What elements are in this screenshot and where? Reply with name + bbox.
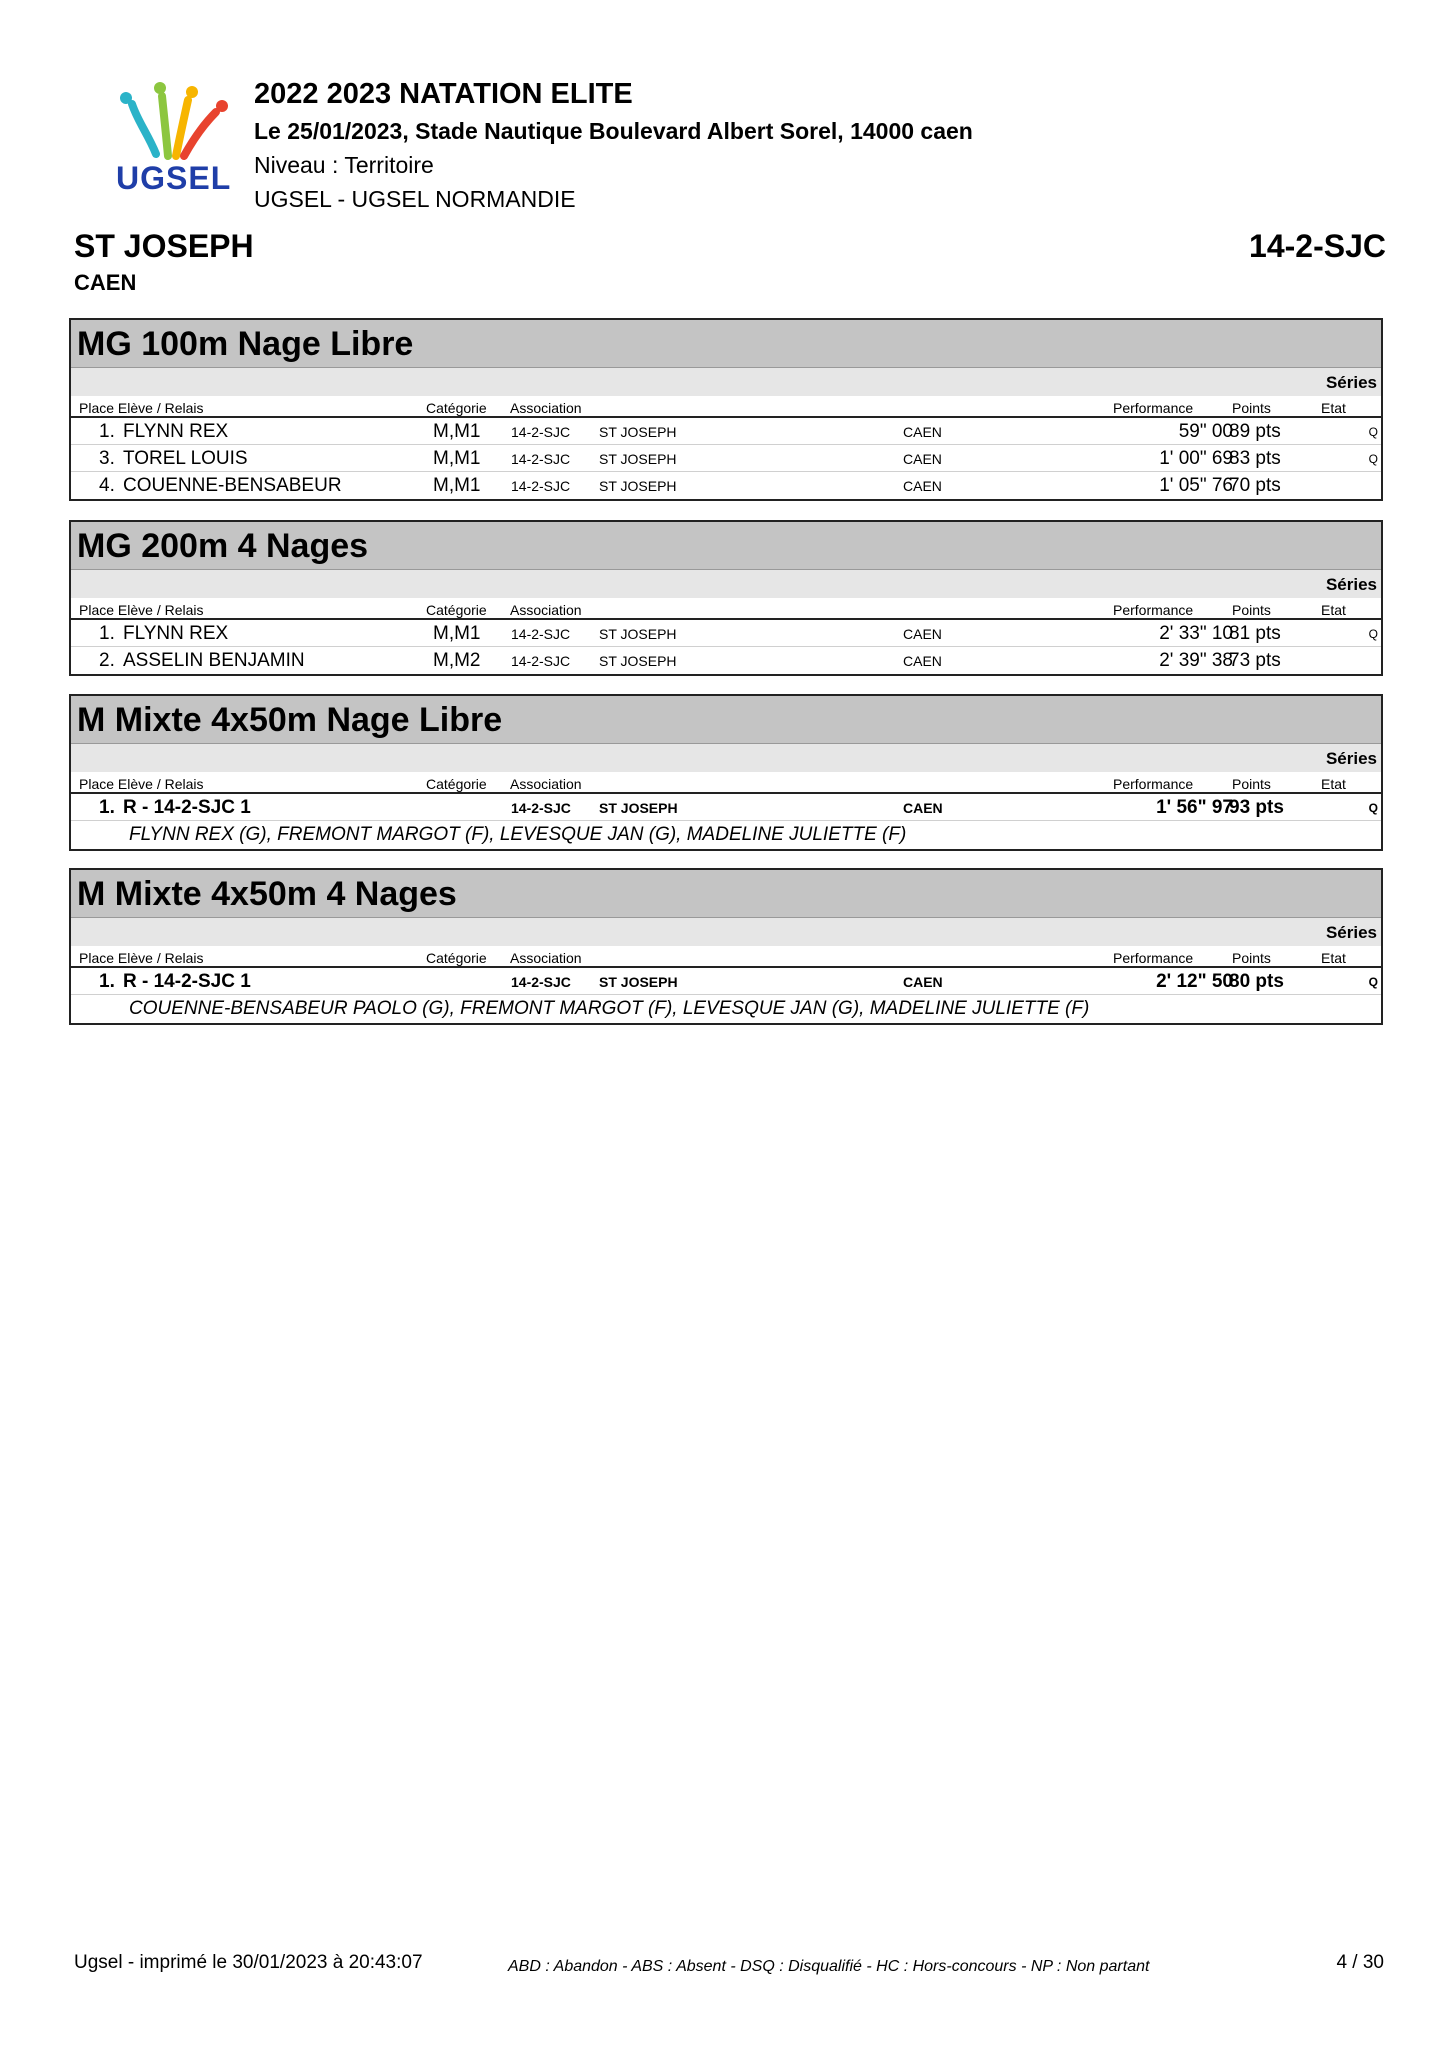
event-section — [69, 318, 1383, 501]
document-header — [104, 74, 1404, 214]
points: 89 pts — [1229, 421, 1281, 442]
col-performance: Performance — [1113, 400, 1194, 416]
column-headers — [71, 598, 1381, 620]
performance: 1' 05" 76 — [1159, 475, 1233, 496]
place: 1. — [99, 971, 115, 992]
points: 70 pts — [1229, 475, 1281, 496]
association: ST JOSEPH — [599, 653, 677, 669]
col-categorie: Catégorie — [426, 602, 487, 618]
col-association: Association — [510, 950, 582, 966]
place: 4. — [99, 475, 115, 496]
col-etat: Etat — [1321, 950, 1346, 966]
city: CAEN — [903, 424, 942, 440]
ugsel-logo-text: UGSEL — [116, 160, 232, 196]
col-points: Points — [1232, 950, 1271, 966]
city: CAEN — [903, 974, 943, 990]
association: ST JOSEPH — [599, 800, 678, 816]
col-place: Place Elève / Relais — [79, 776, 204, 792]
swimmer-name: ASSELIN BENJAMIN — [123, 650, 305, 671]
place: 1. — [99, 421, 115, 442]
relay-members-text: FLYNN REX (G), FREMONT MARGOT (F), LEVESQUE JAN (G), MADELINE JULIETTE (F) — [129, 824, 907, 845]
col-performance: Performance — [1113, 602, 1194, 618]
col-place: Place Elève / Relais — [79, 950, 204, 966]
col-etat: Etat — [1321, 400, 1346, 416]
swimmer-name: TOREL LOUIS — [123, 448, 248, 469]
event-title: MG 100m Nage Libre — [71, 320, 1381, 368]
series-label: Séries — [71, 570, 1381, 598]
swimmer-name: COUENNE-BENSABEUR — [123, 475, 342, 496]
city: CAEN — [903, 478, 942, 494]
ugsel-logo — [104, 74, 246, 214]
series-label: Séries — [71, 744, 1381, 772]
col-etat: Etat — [1321, 602, 1346, 618]
col-association: Association — [510, 602, 582, 618]
swimmer-name: FLYNN REX — [123, 421, 229, 442]
category: M,M2 — [433, 650, 481, 671]
series-label: Séries — [71, 368, 1381, 396]
relay-members — [71, 821, 1381, 849]
col-categorie: Catégorie — [426, 400, 487, 416]
competition-title: 2022 2023 NATATION ELITE — [254, 78, 633, 110]
relay-members — [71, 995, 1381, 1023]
col-points: Points — [1232, 400, 1271, 416]
performance: 2' 12" 50 — [1156, 971, 1233, 992]
col-performance: Performance — [1113, 950, 1194, 966]
points: 81 pts — [1229, 623, 1281, 644]
result-row — [71, 445, 1381, 472]
relay-members-text: COUENNE-BENSABEUR PAOLO (G), FREMONT MARGOT (F), LEVESQUE JAN (G), MADELINE JULIETTE (F) — [129, 998, 1090, 1019]
points: 93 pts — [1229, 797, 1284, 818]
club-code: 14-2-SJC — [511, 626, 571, 642]
swimmer-name: FLYNN REX — [123, 623, 229, 644]
competition-organizer: UGSEL - UGSEL NORMANDIE — [254, 186, 576, 212]
club-code: 14-2-SJC — [511, 653, 571, 669]
association: ST JOSEPH — [599, 451, 677, 467]
etat: Q — [1368, 801, 1378, 815]
series-label: Séries — [71, 918, 1381, 946]
col-place: Place Elève / Relais — [79, 602, 204, 618]
column-headers — [71, 396, 1381, 418]
performance: 1' 56" 97 — [1156, 797, 1233, 818]
association: ST JOSEPH — [599, 974, 678, 990]
col-etat: Etat — [1321, 776, 1346, 792]
city: CAEN — [903, 653, 942, 669]
category: M,M1 — [433, 623, 481, 644]
performance: 2' 33" 10 — [1159, 623, 1233, 644]
col-categorie: Catégorie — [426, 950, 487, 966]
points: 80 pts — [1229, 971, 1284, 992]
place: 3. — [99, 448, 115, 469]
column-headers — [71, 772, 1381, 794]
col-categorie: Catégorie — [426, 776, 487, 792]
association: ST JOSEPH — [599, 478, 677, 494]
club-code: 14-2-SJC — [511, 424, 571, 440]
place: 2. — [99, 650, 115, 671]
etat: Q — [1368, 425, 1378, 439]
col-association: Association — [510, 776, 582, 792]
event-info — [254, 74, 973, 216]
print-timestamp: Ugsel - imprimé le 30/01/2023 à 20:43:07 — [74, 1952, 423, 1973]
event-title: M Mixte 4x50m Nage Libre — [71, 696, 1381, 744]
col-association: Association — [510, 400, 582, 416]
club-code: 14-2-SJC — [511, 451, 571, 467]
club-city: CAEN — [74, 270, 137, 295]
club-name: ST JOSEPH — [74, 228, 254, 264]
page-number: 4 / 30 — [1336, 1952, 1384, 1973]
association: ST JOSEPH — [599, 424, 677, 440]
relay-name: R - 14-2-SJC 1 — [123, 797, 251, 818]
relay-row — [71, 794, 1381, 821]
result-row — [71, 472, 1381, 499]
competition-level: Niveau : Territoire — [254, 152, 434, 178]
club-code: 14-2-SJC — [511, 478, 571, 494]
result-row — [71, 647, 1381, 674]
relay-row — [71, 968, 1381, 995]
ugsel-logo-figures-icon — [104, 74, 246, 164]
col-points: Points — [1232, 776, 1271, 792]
etat: Q — [1368, 627, 1378, 641]
place: 1. — [99, 623, 115, 644]
col-performance: Performance — [1113, 776, 1194, 792]
event-title: M Mixte 4x50m 4 Nages — [71, 870, 1381, 918]
result-row — [71, 418, 1381, 445]
club-code: 14-2-SJC — [511, 974, 571, 990]
category: M,M1 — [433, 421, 481, 442]
club-code: 14-2-SJC — [511, 800, 571, 816]
performance: 59" 00 — [1178, 421, 1233, 442]
points: 83 pts — [1229, 448, 1281, 469]
points: 73 pts — [1229, 650, 1281, 671]
event-section — [69, 868, 1383, 1025]
result-row — [71, 620, 1381, 647]
competition-date-location: Le 25/01/2023, Stade Nautique Boulevard Albert Sorel, 14000 caen — [254, 118, 973, 144]
status-legend: ABD : Abandon - ABS : Absent - DSQ : Disqualifié - HC : Hors-concours - NP : Non partant — [508, 1958, 1150, 1975]
city: CAEN — [903, 626, 942, 642]
etat: Q — [1368, 452, 1378, 466]
performance: 1' 00" 69 — [1159, 448, 1233, 469]
performance: 2' 39" 38 — [1159, 650, 1233, 671]
category: M,M1 — [433, 448, 481, 469]
etat: Q — [1368, 975, 1378, 989]
event-title: MG 200m 4 Nages — [71, 522, 1381, 570]
city: CAEN — [903, 451, 942, 467]
column-headers — [71, 946, 1381, 968]
city: CAEN — [903, 800, 943, 816]
col-points: Points — [1232, 602, 1271, 618]
club-code: 14-2-SJC — [1249, 228, 1386, 264]
place: 1. — [99, 797, 115, 818]
relay-name: R - 14-2-SJC 1 — [123, 971, 251, 992]
col-place: Place Elève / Relais — [79, 400, 204, 416]
category: M,M1 — [433, 475, 481, 496]
event-section — [69, 694, 1383, 851]
association: ST JOSEPH — [599, 626, 677, 642]
event-section — [69, 520, 1383, 676]
